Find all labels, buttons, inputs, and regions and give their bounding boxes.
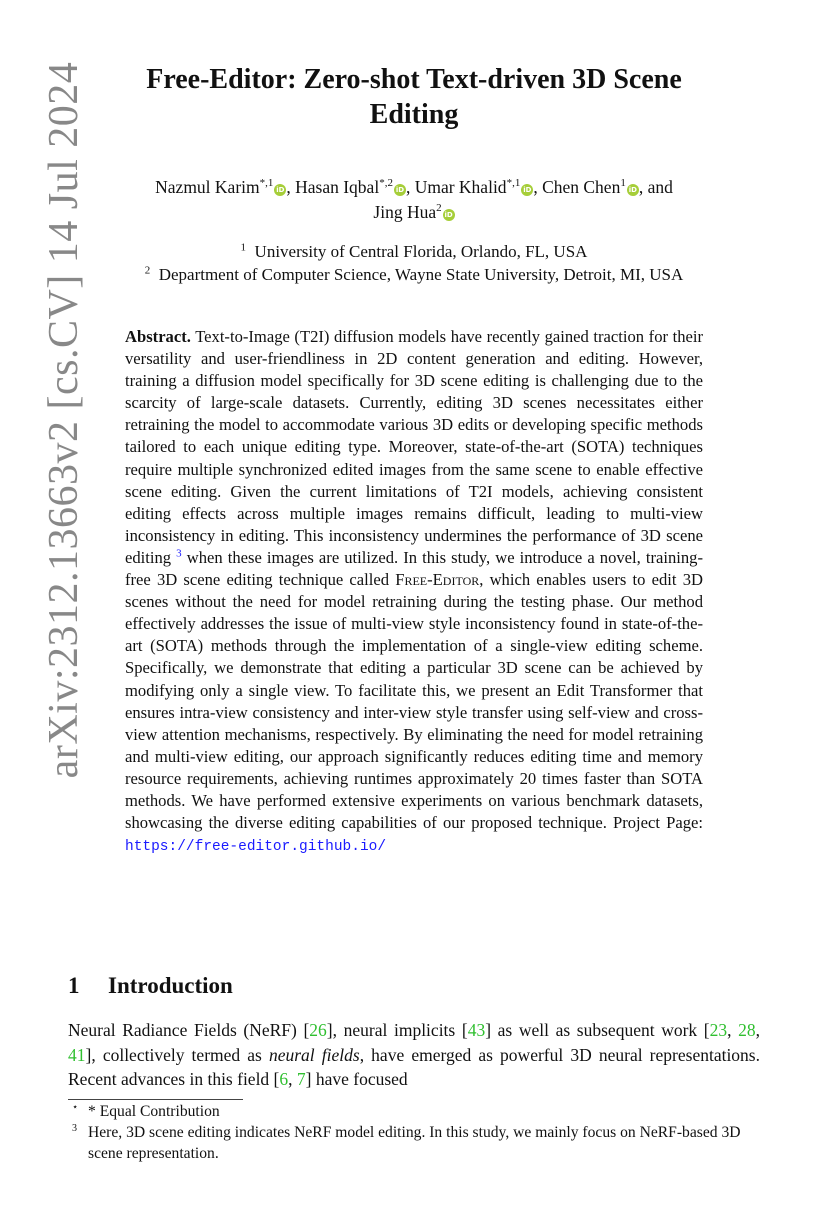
author-affil-sup: *,1 xyxy=(506,177,521,190)
author-affil-sup: *,2 xyxy=(379,177,393,190)
intro-text: ], collectively termed as xyxy=(85,1044,262,1065)
affiliation-1 xyxy=(0,240,828,263)
abstract-label: Abstract. xyxy=(125,327,191,346)
footnotes xyxy=(68,1101,768,1164)
affiliation-number: 1 xyxy=(240,241,247,254)
author-separator: , xyxy=(405,177,415,197)
citation-link[interactable]: 28 xyxy=(738,1020,756,1040)
section-heading xyxy=(68,973,233,999)
footnote-ref-3[interactable]: 3 xyxy=(176,547,182,560)
author-name: Umar Khalid xyxy=(414,177,507,197)
affiliation-text: Department of Computer Science, Wayne State University, Detroit, MI, USA xyxy=(158,265,684,284)
affiliation-number: 2 xyxy=(144,264,151,277)
citation-link[interactable]: 41 xyxy=(68,1044,86,1065)
footnote-3 xyxy=(68,1122,768,1164)
project-page-link[interactable]: https://free-editor.github.io/ xyxy=(125,839,387,856)
section-number: 1 xyxy=(68,973,80,998)
citation-link[interactable]: 26 xyxy=(309,1020,327,1040)
affiliation-text: University of Central Florida, Orlando, FL, USA xyxy=(254,242,588,261)
footnote-mark: ⋆ xyxy=(72,1102,79,1113)
author-separator: , and xyxy=(638,177,673,197)
author-name: Hasan Iqbal xyxy=(295,177,380,197)
method-name: Free-Editor xyxy=(395,570,480,590)
section-title: Introduction xyxy=(108,973,233,998)
orcid-icon[interactable]: iD xyxy=(444,211,453,219)
footnote-text: * Equal Contribution xyxy=(88,1103,220,1120)
affiliation-2 xyxy=(0,263,828,286)
citation-link[interactable]: 6 xyxy=(279,1069,289,1089)
intro-text: , have emerged as powerful 3D neural representations. Recent advances in this field [ xyxy=(68,1044,760,1089)
orcid-icon[interactable]: iD xyxy=(395,186,405,194)
intro-text: ], neural implicits [ xyxy=(326,1020,468,1040)
author-line-2 xyxy=(0,200,828,225)
abstract-text-3: , which enables users to edit 3D scenes without the need for model retraining during the testing phase. Our method effectively addresses the issue of multi-view style inconsistency found in state-of-the-art (SOTA) methods through the implementation of a single-view editing scheme. Specifically, we demonstrate that editing a particular 3D scene can be achieved by modifying only a single view. To facilitate this, we present an Edit Transformer that ensures intra-view consistency and inter-view style transfer using self-view and cross-view attention mechanisms, respectively. By eliminating the need for model retraining and multi-view editing, our approach significantly reduces editing time and memory resource requirements, achieving runtimes approximately 20 times faster than SOTA methods. We have performed extensive experiments on various benchmark datasets, showcasing the diverse editing capabilities of our proposed technique. Project Page: xyxy=(125,570,703,833)
footnote-mark: 3 xyxy=(72,1123,77,1134)
abstract xyxy=(125,326,703,858)
orcid-icon[interactable]: iD xyxy=(523,186,532,194)
intro-text: ] as well as subsequent work [ xyxy=(485,1020,710,1040)
abstract-text-1: Text-to-Image (T2I) diffusion models have recently gained traction for their versatility and user-friendliness in 2D content generation and editing. However, training a diffusion model specifically for 3D scene editing is challenging due to the scarcity of large-scale datasets. Currently, editing 3D scenes necessitates either retraining the model to accommodate various 3D edits or developing specific methods tailored to each unique editing type. Moreover, state-of-the-art (SOTA) techniques require multiple synchronized edited images from the same scene to enable effective scene editing. Given the current limitations of T2I models, achieving consistent editing effects across multiple images remains difficult, leading to multi-view inconsistency in editing. This inconsistency undermines the performance of 3D scene editing xyxy=(125,327,703,567)
author-name: Jing Hua xyxy=(373,202,437,222)
intro-paragraph: Neural Radiance Fields (NeRF) [26], neural implicits [43] as well as subsequent work [23, 28, 41], collectively termed as neural fields, have emerged as powerful 3D neural representations. Recent advances in this field [6, 7] have focused xyxy=(68,1020,760,1089)
author-separator: , xyxy=(286,177,296,197)
footnote-text: Here, 3D scene editing indicates NeRF model editing. In this study, we mainly focus on NeRF-based 3D scene representation. xyxy=(88,1124,741,1162)
title-line-1: Free-Editor: Zero-shot Text-driven 3D Scene xyxy=(146,64,682,95)
title-line-2: Editing xyxy=(369,99,459,130)
author-name: Chen Chen xyxy=(542,177,621,197)
arxiv-identifier: arXiv:2312.13663v2 [cs.CV] 14 Jul 2024 xyxy=(41,61,87,779)
abstract-text-2: when these images are utilized. In this study, we introduce a novel, training-free 3D scene editing technique called xyxy=(125,547,703,590)
author-affil-sup: *,1 xyxy=(259,177,274,190)
author-list xyxy=(0,175,828,225)
citation-link[interactable]: 7 xyxy=(296,1069,306,1089)
intro-emphasis: neural fields xyxy=(268,1044,360,1065)
intro-text: Neural Radiance Fields (NeRF) [ xyxy=(68,1020,310,1040)
affiliations xyxy=(0,240,828,286)
author-line-1 xyxy=(0,175,828,200)
footnote-divider xyxy=(68,1099,243,1100)
citation-link[interactable]: 43 xyxy=(467,1020,486,1040)
author-affil-sup: 2 xyxy=(436,202,442,215)
footnote-equal-contribution xyxy=(68,1101,768,1122)
author-affil-sup: 1 xyxy=(620,177,626,190)
author-separator: , xyxy=(533,177,543,197)
intro-text: ] have focused xyxy=(305,1069,408,1089)
paper-title xyxy=(0,62,828,132)
author-name: Nazmul Karim xyxy=(155,177,260,197)
citation-link[interactable]: 23 xyxy=(709,1020,728,1040)
orcid-icon[interactable]: iD xyxy=(628,186,637,194)
orcid-icon[interactable]: iD xyxy=(276,186,285,194)
